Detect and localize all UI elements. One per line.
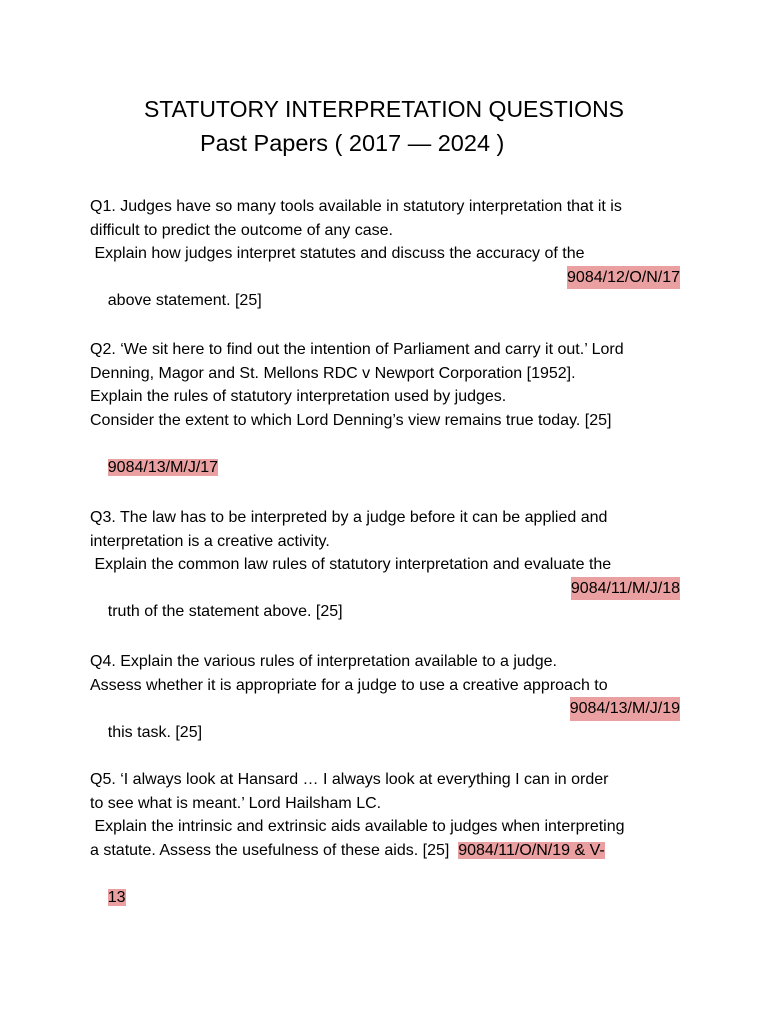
question-1 [90, 195, 680, 310]
question-2-line-2: Denning, Magor and St. Mellons RDC v Newport Corporation [1952]. [90, 364, 576, 382]
question-5 [90, 768, 680, 906]
question-4 [90, 650, 680, 741]
question-4-line-1: Q4. Explain the various rules of interpretation available to a judge. [90, 653, 557, 670]
document-title: STATUTORY INTERPRETATION QUESTIONS [143, 96, 625, 122]
question-3-line-4 [90, 577, 680, 621]
question-2-line-1: Q2. ‘We sit here to find out the intention of Parliament and carry it out.’ Lord [90, 341, 624, 358]
question-5-paper-ref-part-1: 9084/11/O/N/19 & V- [458, 841, 605, 859]
question-3-line-1: Q3. The law has to be interpreted by a judge before it can be applied and [90, 509, 608, 526]
question-2-line-3: Explain the rules of statutory interpretation used by judges. [90, 388, 507, 406]
question-5-line-4-text: a statute. Assess the usefulness of these aids. [25] [90, 841, 459, 859]
question-2-ref-line [90, 432, 680, 476]
question-5-line-4 [90, 839, 680, 863]
question-1-line-2: difficult to predict the outcome of any case. [90, 221, 393, 239]
question-5-line-3: Explain the intrinsic and extrinsic aids available to judges when interpreting [90, 818, 625, 836]
question-3-line-3: Explain the common law rules of statutory interpretation and evaluate the [90, 556, 612, 574]
question-4-line-2: Assess whether it is appropriate for a judge to use a creative approach to [90, 676, 608, 694]
question-3-line-4-text: truth of the statement above. [25] [107, 603, 343, 621]
question-3 [90, 506, 680, 621]
question-2-paper-ref: 9084/13/M/J/17 [107, 458, 219, 476]
question-1-line-4-text: above statement. [25] [107, 292, 262, 310]
question-3-paper-ref: 9084/11/M/J/18 [571, 577, 680, 601]
question-2 [90, 338, 680, 476]
question-5-paper-ref-part-2: 13 [107, 888, 126, 906]
question-5-line-1: Q5. ‘I always look at Hansard … I always look at everything I can in order [90, 771, 609, 788]
question-4-line-3 [90, 697, 680, 741]
question-5-line-2: to see what is meant.’ Lord Hailsham LC. [90, 794, 382, 812]
question-1-line-1: Q1. Judges have so many tools available in statutory interpretation that it is [90, 198, 622, 215]
question-1-line-4 [90, 266, 680, 310]
question-4-line-3-text: this task. [25] [107, 723, 203, 741]
question-1-paper-ref: 9084/12/O/N/17 [567, 266, 680, 290]
document-subtitle: Past Papers ( 2017 — 2024 ) [200, 130, 505, 156]
question-3-line-2: interpretation is a creative activity. [90, 532, 330, 550]
question-5-ref-line [90, 862, 680, 906]
question-2-line-4: Consider the extent to which Lord Denning’s view remains true today. [25] [90, 411, 612, 429]
question-4-paper-ref: 9084/13/M/J/19 [570, 697, 680, 721]
question-1-line-3: Explain how judges interpret statutes and discuss the accuracy of the [90, 245, 585, 263]
